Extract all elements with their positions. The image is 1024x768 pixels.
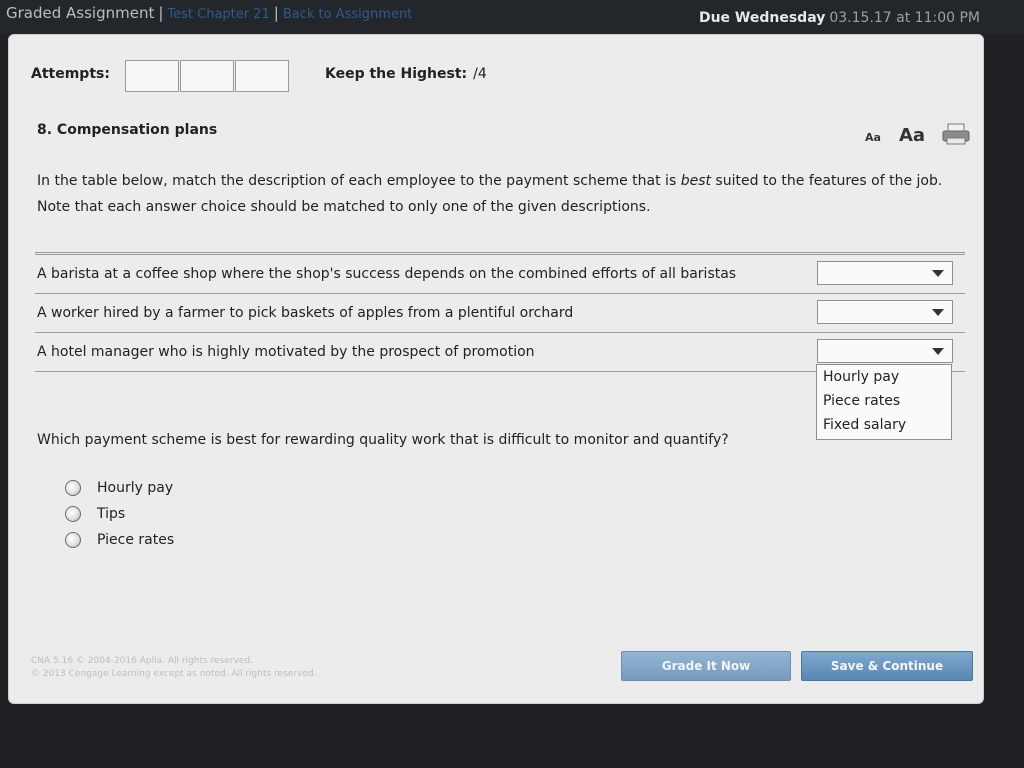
chevron-down-icon xyxy=(932,309,944,316)
radio-button[interactable] xyxy=(65,480,81,496)
top-bar xyxy=(0,0,1024,34)
radio-option[interactable] xyxy=(65,501,174,527)
due-date xyxy=(699,10,980,26)
radio-label: Tips xyxy=(97,506,126,522)
test-chapter-link[interactable]: Test Chapter 21 xyxy=(167,7,270,22)
keep-highest-label: Keep the Highest: xyxy=(325,66,468,82)
back-to-assignment-link[interactable]: Back to Assignment xyxy=(282,7,413,22)
table-row xyxy=(35,294,965,333)
header-title-area xyxy=(6,4,412,22)
instructions xyxy=(37,168,967,220)
radio-label: Piece rates xyxy=(97,532,175,548)
question-title: 8. Compensation plans xyxy=(37,122,218,138)
radio-button[interactable] xyxy=(65,532,81,548)
payment-scheme-select[interactable] xyxy=(817,300,953,324)
question2-text: Which payment scheme is best for rewarding quality work that is difficult to monitor and quantify? xyxy=(37,432,729,448)
title-separator: | xyxy=(158,4,164,22)
attempt-box xyxy=(235,60,289,92)
link-separator: | xyxy=(273,4,279,22)
radio-label: Hourly pay xyxy=(97,480,174,496)
copyright xyxy=(31,655,316,681)
font-size-large-button[interactable]: Aa xyxy=(899,125,926,146)
radio-button[interactable] xyxy=(65,506,81,522)
attempt-boxes xyxy=(125,60,290,92)
instructions-emphasis: best xyxy=(680,173,711,189)
row-description: A worker hired by a farmer to pick baskets of apples from a plentiful orchard xyxy=(37,305,574,321)
save-continue-button[interactable]: Save & Continue xyxy=(801,651,973,681)
copyright-line: CNA 5.16 © 2004-2016 Aplia. All rights reserved. xyxy=(31,656,253,666)
radio-option[interactable] xyxy=(65,527,174,553)
payment-scheme-select[interactable] xyxy=(817,339,953,363)
dropdown-option[interactable]: Fixed salary xyxy=(823,417,907,433)
radio-group xyxy=(65,475,174,553)
payment-scheme-dropdown-list xyxy=(816,364,952,440)
table-row xyxy=(35,255,965,294)
due-label: Due Wednesday xyxy=(698,10,826,26)
instructions-text-end: suited to the features of the job. Note that each answer choice should be matched to only one of the given descriptions. xyxy=(37,173,943,215)
keep-highest xyxy=(325,66,487,82)
grade-it-now-button[interactable]: Grade It Now xyxy=(621,651,791,681)
dropdown-option[interactable]: Piece rates xyxy=(823,393,901,409)
row-description: A barista at a coffee shop where the shop's success depends on the combined efforts of all baristas xyxy=(37,266,737,282)
attempt-box xyxy=(125,60,179,92)
print-icon[interactable] xyxy=(941,123,971,145)
chevron-down-icon xyxy=(932,270,944,277)
copyright-line: © 2013 Cengage Learning except as noted. All rights reserved. xyxy=(31,669,317,679)
dropdown-option[interactable]: Hourly pay xyxy=(823,369,900,385)
payment-scheme-select[interactable] xyxy=(817,261,953,285)
chevron-down-icon xyxy=(932,348,944,355)
instructions-text-start: In the table below, match the description of each employee to the payment scheme that is xyxy=(37,173,681,189)
due-datetime: 03.15.17 at 11:00 PM xyxy=(829,10,980,26)
radio-option[interactable] xyxy=(65,475,174,501)
keep-highest-score: /4 xyxy=(473,66,487,82)
row-description: A hotel manager who is highly motivated by the prospect of promotion xyxy=(37,344,535,360)
attempt-box xyxy=(180,60,234,92)
attempts-label: Attempts: xyxy=(31,66,110,82)
page-title: Graded Assignment xyxy=(6,4,155,22)
match-table xyxy=(35,252,965,372)
font-size-small-button[interactable]: Aa xyxy=(865,131,881,144)
